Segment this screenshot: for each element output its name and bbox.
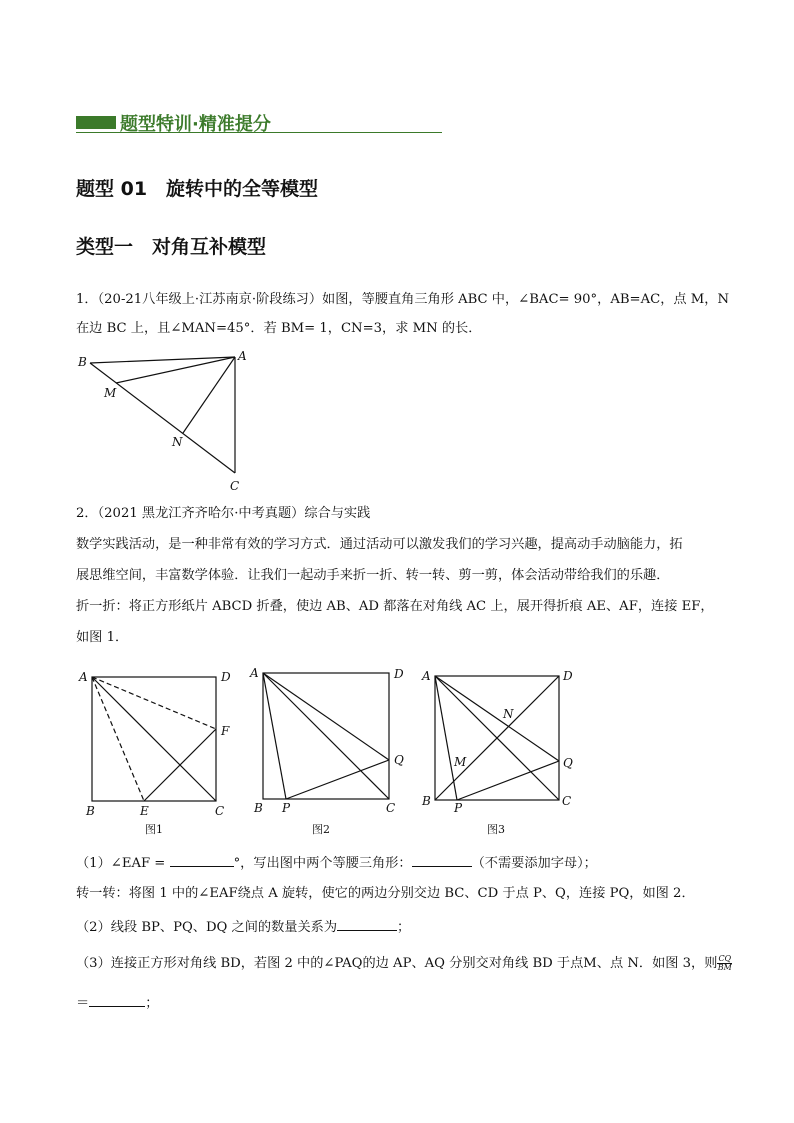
fig2-label-a: A [250, 666, 259, 680]
fig3-caption: 图3 [487, 823, 505, 836]
fig1-caption: 图1 [145, 823, 163, 836]
part3-answer-line [76, 994, 158, 1013]
banner-title: 题型特训·精准提分 [120, 114, 271, 135]
section-heading: 题型 01 旋转中的全等模型 [76, 178, 319, 200]
q1-label-a: A [238, 349, 247, 363]
q1-label-m: M [104, 386, 117, 400]
fig1-label-b: B [86, 804, 95, 818]
part2-blank[interactable] [337, 918, 397, 931]
part3-eq: ＝ [76, 996, 90, 1011]
fig2-caption: 图2 [312, 823, 330, 836]
part3-line [76, 955, 732, 973]
q2-line2: 数学实践活动，是一种非常有效的学习方式．通过活动可以激发我们的学习兴趣，提高动手动脑能力，拓 [76, 537, 683, 552]
fig1-label-c: C [215, 804, 225, 818]
fig1-label-f: F [221, 724, 230, 738]
fig3-label-c: C [562, 794, 572, 808]
q1-figure [70, 345, 270, 500]
part3-blank[interactable] [89, 994, 145, 1007]
figure-3 [419, 664, 594, 840]
q2-line5: 如图 1． [76, 630, 129, 645]
fig2-label-b: B [254, 801, 263, 815]
fig2-label-p: P [282, 801, 291, 815]
fig3-label-d: D [563, 669, 573, 683]
part1-text-c: （不需要添加字母）； [471, 856, 597, 871]
fig3-label-q: Q [563, 756, 573, 770]
banner-bar [76, 116, 116, 129]
fig3-label-m: M [454, 755, 467, 769]
part1-text-a: （1）∠EAF = [76, 856, 170, 871]
part2-text: （2）线段 BP、PQ、DQ 之间的数量关系为 [76, 920, 338, 935]
fig3-label-a: A [422, 669, 431, 683]
q1-label-b: B [78, 355, 87, 369]
fig3-label-n: N [503, 707, 514, 721]
part1-blank-angle[interactable] [170, 854, 234, 867]
fig2-label-q: Q [394, 753, 404, 767]
part1-text-b: °，写出图中两个等腰三角形： [233, 856, 412, 871]
fig1-label-d: D [221, 670, 231, 684]
fig2-label-c: C [386, 801, 396, 815]
part3-end: ； [145, 996, 159, 1011]
frac-numerator: CQ [718, 954, 732, 963]
part1-blank-triangles[interactable] [412, 854, 472, 867]
turn-line: 转一转：将图 1 中的∠EAF绕点 A 旋转，使它的两边分别交边 BC、CD 于点 P、Q，连接 PQ，如图 2． [76, 886, 695, 901]
part2-end: ； [397, 920, 411, 935]
q2-line3: 展思维空间，丰富数学体验．让我们一起动手来折一折、转一转、剪一剪，体会活动带给我们的乐趣． [76, 568, 670, 583]
q2-line1: 2．（2021 黑龙江齐齐哈尔·中考真题）综合与实践 [76, 506, 371, 521]
subsection-heading: 类型一 对角互补模型 [76, 236, 267, 258]
part2-line [76, 918, 410, 937]
fig3-label-b: B [422, 794, 431, 808]
fig3-label-p: P [454, 801, 463, 815]
part1-line [76, 854, 597, 873]
fig1-label-e: E [140, 804, 149, 818]
part3-text: （3）连接正方形对角线 BD，若图 2 中的∠PAQ的边 AP、AQ 分别交对角线 BD 于点M、点 N．如图 3，则 [76, 956, 718, 971]
figure-1 [76, 664, 246, 840]
figure-2 [246, 664, 416, 840]
q1-line2: 在边 BC 上，且∠MAN=45°．若 BM= 1，CN=3，求 MN 的长． [76, 321, 482, 336]
banner-rule [76, 132, 442, 133]
q1-label-c: C [230, 479, 240, 493]
q1-label-n: N [172, 435, 183, 449]
q2-line4: 折一折：将正方形纸片 ABCD 折叠，使边 AB、AD 都落在对角线 AC 上，展开得折痕 AE、AF，连接 EF， [76, 599, 714, 614]
part3-fraction [717, 955, 732, 972]
q1-line1: 1．（20-21八年级上·江苏南京·阶段练习）如图，等腰直角三角形 ABC 中，∠BAC= 90°，AB=AC，点 M，N [76, 292, 730, 307]
frac-denominator: BM [717, 963, 732, 972]
fig2-label-d: D [394, 667, 404, 681]
fig1-label-a: A [79, 670, 88, 684]
